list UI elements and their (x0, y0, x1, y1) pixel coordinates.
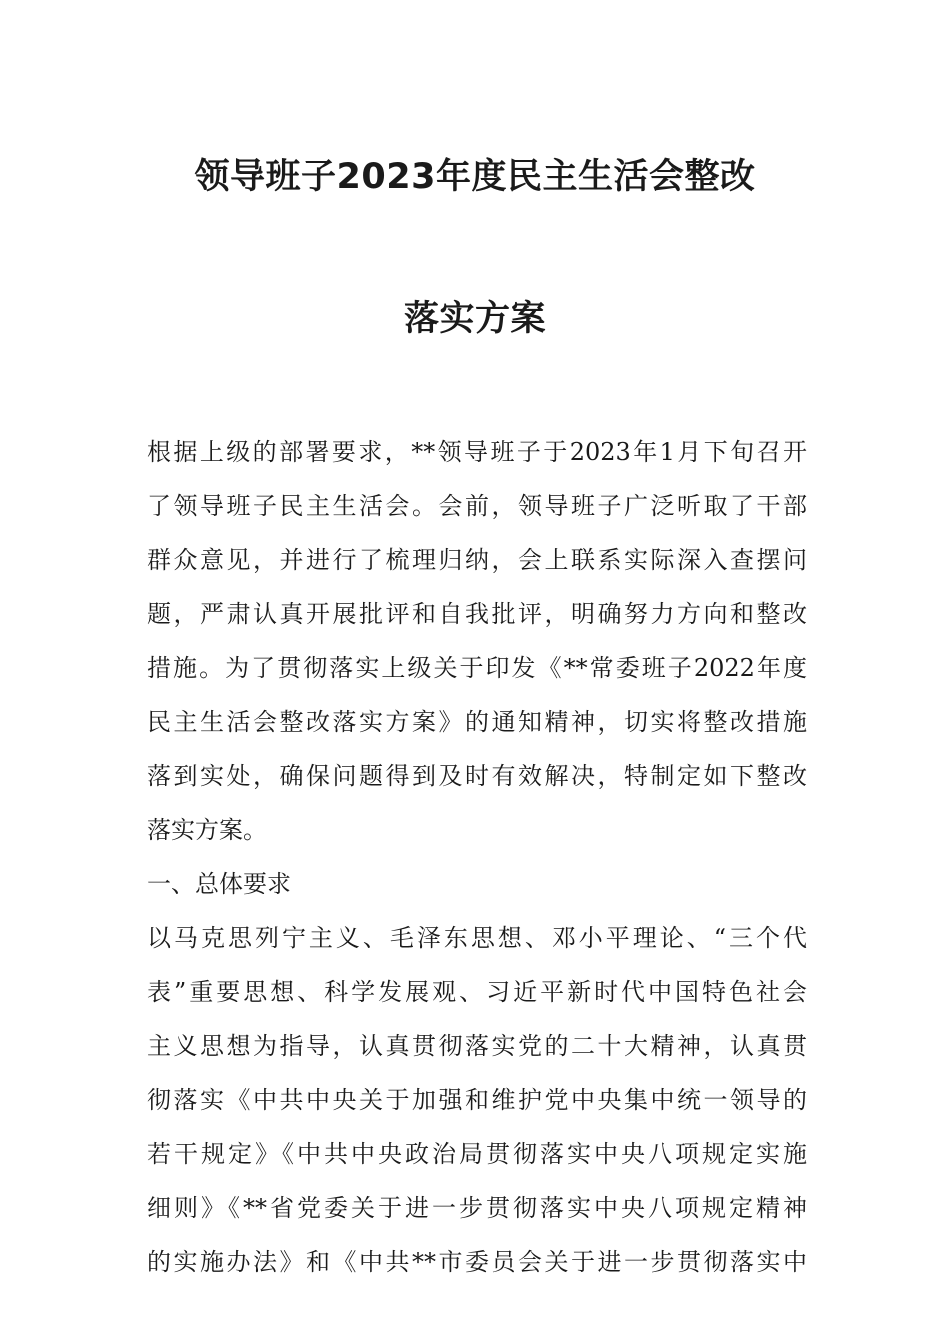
body-line: 细则》《**省党委关于进一步贯彻落实中央八项规定精神 (147, 1194, 807, 1222)
body-line: 根据上级的部署要求，**领导班子于2023年1月下旬召开 (147, 438, 807, 466)
document-body (147, 425, 807, 1289)
body-line: 落实方案。 (147, 816, 267, 844)
body-line: 了领导班子民主生活会。会前，领导班子广泛听取了干部 (147, 492, 807, 520)
section-heading: 一、总体要求 (147, 870, 291, 898)
body-line: 彻落实《中共中央关于加强和维护党中央集中统一领导的 (147, 1086, 807, 1114)
document-title-line-1: 领导班子2023年度民主生活会整改 (194, 157, 756, 197)
body-line: 落到实处，确保问题得到及时有效解决，特制定如下整改 (147, 762, 807, 790)
body-line: 表”重要思想、科学发展观、习近平新时代中国特色社会 (147, 978, 807, 1006)
body-line: 以马克思列宁主义、毛泽东思想、邓小平理论、“三个代 (147, 924, 807, 952)
body-line: 群众意见，并进行了梳理归纳，会上联系实际深入查摆问 (147, 546, 807, 574)
document-title-line-2: 落实方案 (403, 299, 546, 339)
body-line: 若干规定》《中共中央政治局贯彻落实中央八项规定实施 (147, 1140, 807, 1168)
body-line: 的实施办法》和《中共**市委员会关于进一步贯彻落实中 (147, 1248, 807, 1276)
body-line: 主义思想为指导，认真贯彻落实党的二十大精神，认真贯 (147, 1032, 807, 1060)
body-line: 民主生活会整改落实方案》的通知精神，切实将整改措施 (147, 708, 807, 736)
body-line: 题，严肃认真开展批评和自我批评，明确努力方向和整改 (147, 600, 807, 628)
body-line: 措施。为了贯彻落实上级关于印发《**常委班子2022年度 (147, 654, 807, 682)
